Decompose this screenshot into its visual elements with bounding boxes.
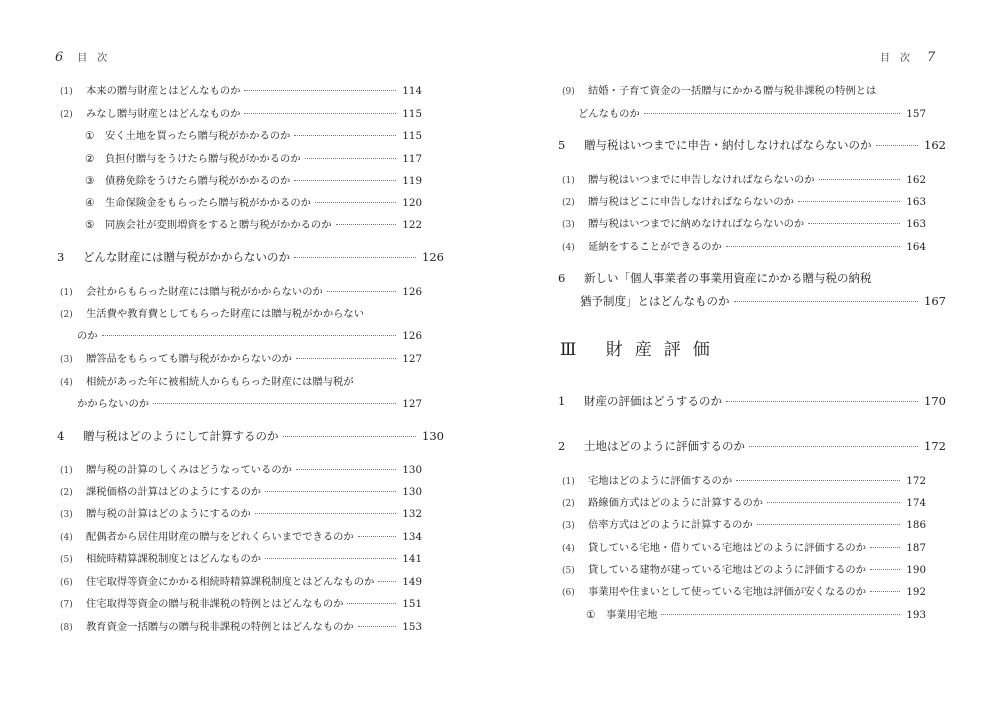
entry-title: 贈与税の計算のしくみはどうなっているのか xyxy=(86,464,292,476)
entry-page-number: 170 xyxy=(924,394,946,408)
entry-title: 債務免除をうけたら贈与税がかかるのか xyxy=(105,175,291,187)
entry-title: 贈与税はいつまでに申告しなければならないのか xyxy=(588,174,815,186)
toc-entry-continuation[interactable] xyxy=(77,327,422,343)
entry-title-continuation: のか xyxy=(77,330,98,342)
entry-number: 1 xyxy=(558,394,566,408)
toc-entry[interactable] xyxy=(85,172,422,188)
entry-title: 土地はどのように評価するのか xyxy=(584,439,745,453)
entry-number: (8) xyxy=(60,623,73,633)
entry-page-number: 163 xyxy=(906,218,926,230)
toc-entry[interactable] xyxy=(562,193,926,209)
entry-title: 財産の評価はどうするのか xyxy=(584,394,722,408)
toc-entry[interactable] xyxy=(60,528,422,544)
entry-number: ① xyxy=(586,609,596,621)
entry-title: 事業用や住まいとして使っている宅地は評価が安くなるのか xyxy=(588,586,867,598)
toc-entry[interactable] xyxy=(558,438,946,454)
toc-entry[interactable] xyxy=(60,82,422,98)
entry-title: 結婚・子育て資金の一括贈与にかかる贈与税非課税の特例とは xyxy=(588,85,877,97)
entry-page-number: 162 xyxy=(906,174,926,186)
page-number: 6 xyxy=(55,50,64,65)
entry-number: (3) xyxy=(60,355,73,365)
toc-entry[interactable] xyxy=(85,216,422,232)
toc-entry[interactable] xyxy=(562,215,926,231)
running-title: 目次 xyxy=(77,53,118,64)
entry-number: 2 xyxy=(558,439,566,453)
entry-page-number: 126 xyxy=(422,250,444,264)
entry-title: 本来の贈与財産とはどんなものか xyxy=(86,85,241,97)
entry-title: 事業用宅地 xyxy=(606,609,658,621)
leader-dots xyxy=(265,491,396,492)
entry-title: 配偶者から居住用財産の贈与をどれくらいまでできるのか xyxy=(86,531,354,543)
entry-title: 負担付贈与をうけたら贈与税がかかるのか xyxy=(105,153,301,165)
entry-number: (7) xyxy=(60,600,73,610)
entry-title-continuation: 猶予制度」とはどんなものか xyxy=(580,294,730,308)
toc-entry[interactable] xyxy=(562,561,926,577)
leader-dots xyxy=(767,502,900,503)
entry-page-number: 126 xyxy=(402,330,422,342)
toc-entry[interactable] xyxy=(562,171,926,187)
leader-dots xyxy=(294,180,396,181)
toc-entry[interactable] xyxy=(586,606,926,622)
leader-dots xyxy=(378,581,396,582)
entry-number: (4) xyxy=(60,533,73,543)
entry-number: (9) xyxy=(562,87,575,97)
leader-dots xyxy=(870,591,900,592)
leader-dots xyxy=(296,469,396,470)
leader-dots xyxy=(749,446,918,447)
entry-number: 3 xyxy=(57,250,65,264)
entry-title: 会社からもらった財産には贈与税がかからないのか xyxy=(86,286,323,298)
toc-entry-continuation[interactable] xyxy=(578,105,926,121)
leader-dots xyxy=(283,436,417,437)
leader-dots xyxy=(153,403,396,404)
page-number: 7 xyxy=(927,50,936,65)
toc-entry-continuation[interactable] xyxy=(77,395,422,411)
toc-entry[interactable] xyxy=(85,194,422,210)
toc-entry[interactable] xyxy=(60,350,422,366)
leader-dots xyxy=(798,201,900,202)
toc-entry[interactable] xyxy=(60,461,422,477)
leader-dots xyxy=(347,603,396,604)
leader-dots xyxy=(305,158,397,159)
leader-dots xyxy=(244,90,396,91)
entry-number: (1) xyxy=(60,466,73,476)
entry-page-number: 114 xyxy=(402,85,422,97)
leader-dots xyxy=(315,202,396,203)
entry-number: (3) xyxy=(60,510,73,520)
toc-entry[interactable] xyxy=(558,137,946,153)
entry-number: (1) xyxy=(60,87,73,97)
leader-dots xyxy=(661,614,900,615)
toc-entry[interactable] xyxy=(57,249,444,265)
entry-page-number: 187 xyxy=(906,542,926,554)
toc-entry[interactable] xyxy=(60,573,422,589)
toc-entry[interactable] xyxy=(562,539,926,555)
entry-number: (2) xyxy=(562,499,575,509)
leader-dots xyxy=(327,291,397,292)
entry-page-number: 130 xyxy=(402,486,422,498)
entry-number: (5) xyxy=(562,566,575,576)
entry-page-number: 120 xyxy=(402,197,422,209)
leader-dots xyxy=(358,536,397,537)
entry-page-number: 127 xyxy=(402,398,422,410)
entry-title: 贈与税はどのようにして計算するのか xyxy=(83,429,279,443)
entry-title: 宅地はどのように評価するのか xyxy=(588,475,733,487)
toc-entry[interactable] xyxy=(60,595,422,611)
entry-title: 生活費や教育費としてもらった財産には贈与税がかからない xyxy=(86,308,365,320)
entry-number: ③ xyxy=(85,175,95,187)
entry-number: (2) xyxy=(60,488,73,498)
running-title: 目次 xyxy=(880,53,920,64)
part-title: Ⅲ 財産評価 xyxy=(560,340,722,360)
entry-number: 6 xyxy=(558,271,566,285)
leader-dots xyxy=(870,569,900,570)
entry-title: 住宅取得等資金にかかる相続時精算課税制度とはどんなものか xyxy=(86,576,375,588)
entry-title-continuation: どんなものか xyxy=(578,108,640,120)
entry-number: 4 xyxy=(57,429,65,443)
entry-title: 教育資金一括贈与の贈与税非課税の特例とはどんなものか xyxy=(86,621,354,633)
entry-title: 延納をすることができるのか xyxy=(588,241,722,253)
entry-title: 貸している建物が建っている宅地はどのように評価するのか xyxy=(588,564,867,576)
toc-entry[interactable] xyxy=(60,618,422,634)
entry-page-number: 130 xyxy=(402,464,422,476)
entry-title: 相続があった年に被相続人からもらった財産には贈与税が xyxy=(86,376,354,388)
entry-number: (6) xyxy=(562,588,575,598)
entry-number: (1) xyxy=(60,288,73,298)
entry-title: 新しい「個人事業者の事業用資産にかかる贈与税の納税 xyxy=(584,271,872,285)
leader-dots xyxy=(757,524,901,525)
entry-title: 貸している宅地・借りている宅地はどのように評価するのか xyxy=(588,542,867,554)
entry-page-number: 193 xyxy=(906,609,926,621)
toc-entry[interactable] xyxy=(562,516,926,532)
entry-title: 贈与税の計算はどのようにするのか xyxy=(86,508,251,520)
entry-page-number: 163 xyxy=(906,196,926,208)
entry-page-number: 192 xyxy=(906,586,926,598)
entry-title: どんな財産には贈与税がかからないのか xyxy=(83,250,290,264)
entry-number: (2) xyxy=(60,310,73,320)
entry-number: (5) xyxy=(60,555,73,565)
entry-title: 贈与税はいつまでに申告・納付しなければならないのか xyxy=(584,138,872,152)
leader-dots xyxy=(734,301,919,302)
entry-page-number: 157 xyxy=(906,108,926,120)
toc-entry[interactable] xyxy=(562,82,926,98)
entry-page-number: 127 xyxy=(402,353,422,365)
entry-page-number: 162 xyxy=(924,138,946,152)
leader-dots xyxy=(294,135,396,136)
entry-page-number: 115 xyxy=(402,130,422,142)
entry-number: 5 xyxy=(558,138,566,152)
entry-number: (4) xyxy=(562,243,575,253)
entry-page-number: 141 xyxy=(402,553,422,565)
entry-number: (1) xyxy=(562,176,575,186)
leader-dots xyxy=(294,257,416,258)
entry-page-number: 130 xyxy=(422,429,444,443)
entry-number: (2) xyxy=(562,198,575,208)
toc-entry[interactable] xyxy=(60,305,422,321)
toc-entry[interactable] xyxy=(562,238,926,254)
entry-number: (3) xyxy=(562,521,575,531)
entry-number: (4) xyxy=(60,378,73,388)
leader-dots xyxy=(819,179,901,180)
leader-dots xyxy=(726,246,900,247)
entry-page-number: 190 xyxy=(906,564,926,576)
leader-dots xyxy=(102,335,397,336)
entry-title: 贈与税はいつまでに納めなければならないのか xyxy=(588,218,805,230)
entry-title: 路線価方式はどのように計算するのか xyxy=(588,497,764,509)
entry-title: 安く土地を買ったら贈与税がかかるのか xyxy=(105,130,291,142)
entry-title: 生命保険金をもらったら贈与税がかかるのか xyxy=(105,197,311,209)
leader-dots xyxy=(736,480,900,481)
leader-dots xyxy=(358,626,397,627)
entry-page-number: 172 xyxy=(906,475,926,487)
entry-page-number: 174 xyxy=(906,497,926,509)
toc-entry[interactable] xyxy=(60,105,422,121)
leader-dots xyxy=(644,113,901,114)
leader-dots xyxy=(808,223,900,224)
entry-number: (3) xyxy=(562,220,575,230)
toc-entry[interactable] xyxy=(562,494,926,510)
leader-dots xyxy=(870,547,900,548)
entry-page-number: 134 xyxy=(402,531,422,543)
entry-title: みなし贈与財産とはどんなものか xyxy=(86,108,241,120)
entry-page-number: 149 xyxy=(402,576,422,588)
entry-title: 住宅取得等資金の贈与税非課税の特例とはどんなものか xyxy=(86,598,344,610)
entry-number: ④ xyxy=(85,197,95,209)
entry-number: (2) xyxy=(60,110,73,120)
entry-page-number: 117 xyxy=(402,153,422,165)
entry-page-number: 119 xyxy=(402,175,422,187)
leader-dots xyxy=(255,513,397,514)
leader-dots xyxy=(876,145,919,146)
leader-dots xyxy=(336,224,397,225)
leader-dots xyxy=(726,401,918,402)
toc-entry[interactable] xyxy=(558,270,946,286)
entry-number: ⑤ xyxy=(85,219,95,231)
toc-entry-continuation[interactable] xyxy=(580,293,946,309)
entry-page-number: 186 xyxy=(906,519,926,531)
entry-number: ① xyxy=(85,130,95,142)
entry-page-number: 172 xyxy=(924,439,946,453)
entry-page-number: 153 xyxy=(402,621,422,633)
leader-dots xyxy=(265,558,396,559)
entry-title: 相続時精算課税制度とはどんなものか xyxy=(86,553,262,565)
entry-number: (6) xyxy=(60,578,73,588)
toc-entry[interactable] xyxy=(85,127,422,143)
entry-number: (4) xyxy=(562,544,575,554)
entry-page-number: 115 xyxy=(402,108,422,120)
toc-entry[interactable] xyxy=(558,393,946,409)
entry-title: 贈与税はどこに申告しなければならないのか xyxy=(588,196,794,208)
page-header-right xyxy=(880,49,935,65)
entry-title: 倍率方式はどのように計算するのか xyxy=(588,519,753,531)
entry-title-continuation: かからないのか xyxy=(77,398,150,410)
toc-entry[interactable] xyxy=(60,550,422,566)
toc-entry[interactable] xyxy=(60,373,422,389)
leader-dots xyxy=(296,358,396,359)
toc-entry[interactable] xyxy=(60,483,422,499)
toc-entry[interactable] xyxy=(60,283,422,299)
entry-title: 贈答品をもらっても贈与税がかからないのか xyxy=(86,353,292,365)
page-header-left xyxy=(55,49,117,65)
toc-entry[interactable] xyxy=(562,472,926,488)
toc-entry[interactable] xyxy=(562,583,926,599)
entry-number: (1) xyxy=(562,477,575,487)
toc-entry[interactable] xyxy=(60,505,422,521)
toc-entry[interactable] xyxy=(57,428,444,444)
entry-title: 同族会社が変則増資をすると贈与税がかかるのか xyxy=(105,219,332,231)
entry-page-number: 122 xyxy=(402,219,422,231)
entry-page-number: 164 xyxy=(906,241,926,253)
entry-page-number: 151 xyxy=(402,598,422,610)
entry-page-number: 132 xyxy=(402,508,422,520)
entry-number: ② xyxy=(85,153,95,165)
entry-page-number: 126 xyxy=(402,286,422,298)
leader-dots xyxy=(244,113,396,114)
entry-title: 課税価格の計算はどのようにするのか xyxy=(86,486,262,498)
toc-entry[interactable] xyxy=(85,150,422,166)
entry-page-number: 167 xyxy=(924,294,946,308)
